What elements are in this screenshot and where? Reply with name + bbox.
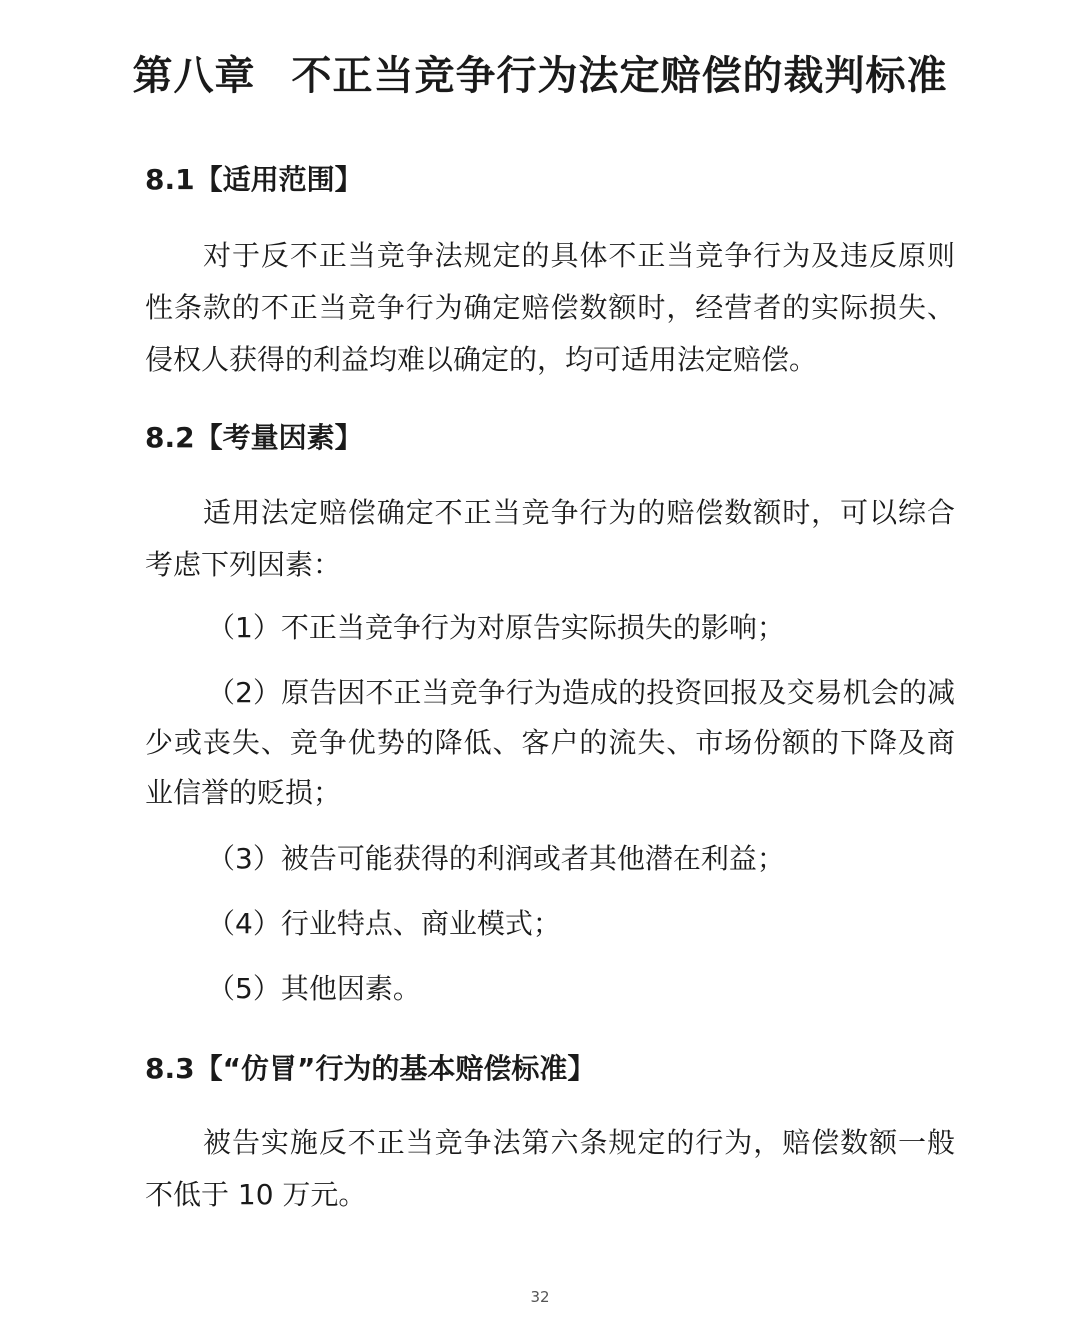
- chapter-title-text: 不正当竞争行为法定赔偿的裁判标准: [291, 53, 948, 99]
- section-paragraph-8-2: 适用法定赔偿确定不正当竞争行为的赔偿数额时，可以综合考虑下列因素：: [145, 496, 955, 581]
- section-paragraph-8-3: 被告实施反不正当竞争法第六条规定的行为，赔偿数额一般不低于 10 万元。: [145, 1126, 955, 1211]
- section-heading-8-1: 8.1【适用范围】: [145, 163, 363, 196]
- section-paragraph-8-1: 对于反不正当竞争法规定的具体不正当竞争行为及违反原则性条款的不正当竞争行为确定赔偿数额时，经营者的实际损失、侵权人获得的利益均难以确定的，均可适用法定赔偿。: [145, 239, 955, 376]
- chapter-number: 第八章: [132, 53, 256, 99]
- page-number: 32: [530, 1288, 550, 1306]
- section-heading-8-2: 8.2【考量因素】: [145, 421, 363, 454]
- list-item: （5）其他因素。: [207, 972, 421, 1005]
- list-item: （2）原告因不正当竞争行为造成的投资回报及交易机会的减少或丧失、竞争优势的降低、客户的流失、市场份额的下降及商业信誉的贬损；: [145, 676, 955, 809]
- list-item: （3）被告可能获得的利润或者其他潜在利益；: [207, 842, 785, 875]
- chapter-title: [0, 48, 1080, 104]
- list-item: （1）不正当竞争行为对原告实际损失的影响；: [207, 611, 785, 644]
- section-heading-8-3: 8.3【“仿冒”行为的基本赔偿标准】: [145, 1052, 596, 1085]
- list-item: （4）行业特点、商业模式；: [207, 907, 561, 940]
